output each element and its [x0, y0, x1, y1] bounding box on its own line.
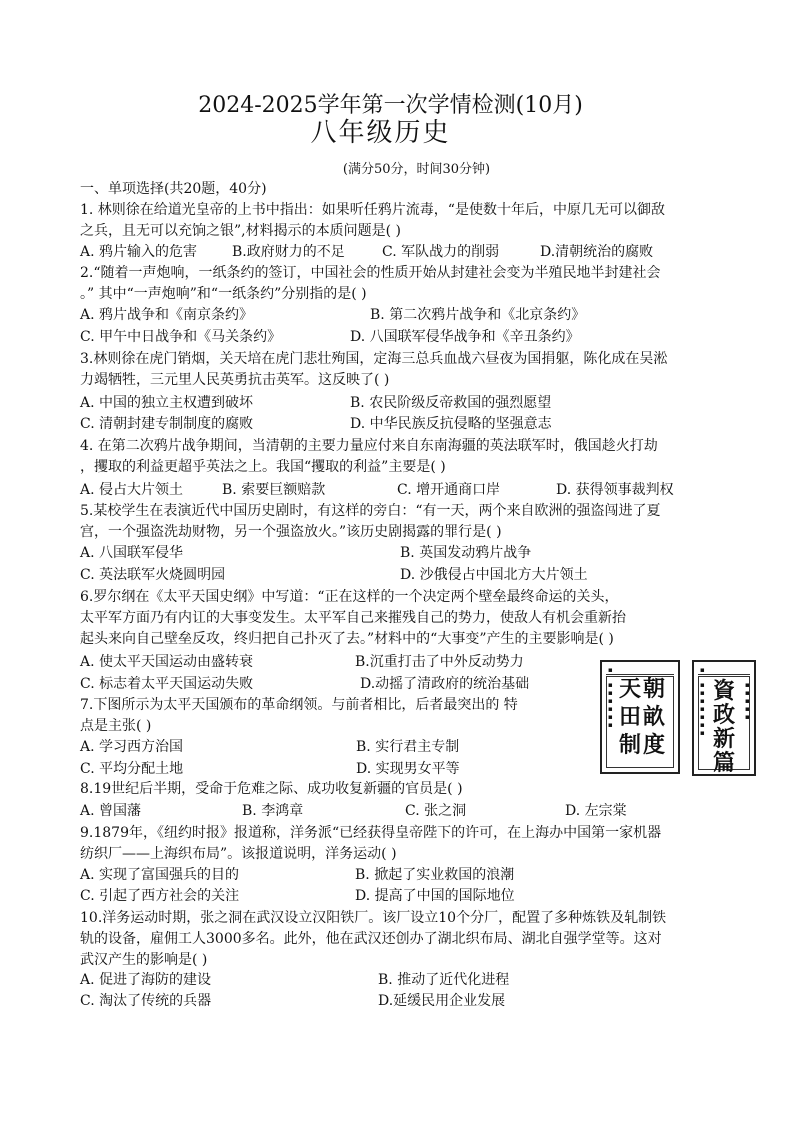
- q6-option-d: D.动摇了清政府的统治基础: [360, 676, 530, 692]
- question-5-line-1: 5.某校学生在表演近代中国历史剧时，有这样的旁白：“有一天，两个来自欧洲的强盗闯进了夏: [80, 503, 661, 519]
- q2-option-c: C. 甲午中日战争和《马关条约》: [80, 329, 282, 345]
- subject-title: 八年级历史: [310, 118, 451, 148]
- section-heading: 一、单项选择(共20题，40分): [80, 181, 267, 197]
- question-5-line-2: 宫，一个强盗洗劫财物，另一个强盗放火。”该历史剧揭露的罪行是( ): [80, 524, 502, 540]
- q3-option-b: B. 农民阶级反帝救国的强烈愿望: [350, 395, 552, 411]
- q5-option-c: C. 英法联军火烧圆明园: [80, 567, 226, 583]
- fig-right-char-4: 篇: [712, 750, 735, 776]
- question-6-line-2: 太平军方面乃有内讧的大事变发生。太平军自己来摧残自己的势力，使敌人有机会重新抬: [80, 610, 626, 626]
- q10-option-d: D.延缓民用企业发展: [378, 993, 506, 1009]
- q10-option-b: B. 推动了近代化进程: [378, 972, 510, 988]
- fig-right-char-2: 政: [712, 702, 735, 728]
- q1-option-b: B.政府财力的不足: [232, 244, 345, 260]
- q7-option-a: A. 学习西方治国: [80, 739, 184, 755]
- question-6-line-1: 6.罗尔纲在《太平天国史纲》中写道：“正在这样的一个决定两个壁垒最终命运的关头，: [80, 589, 619, 605]
- q8-option-d: D. 左宗棠: [565, 803, 627, 819]
- exam-title: 2024-2025学年第一次学情检测(10月): [198, 93, 583, 118]
- q1-option-a: A. 鸦片输入的危害: [80, 244, 198, 260]
- q2-option-b: B. 第二次鸦片战争和《北京条约》: [370, 307, 586, 323]
- question-4-line-2: ，攫取的利益更超乎英法之上。我国“攫取的利益”主要是( ): [80, 459, 446, 475]
- q7-option-d: D. 实现男女平等: [356, 761, 460, 777]
- question-2-line-1: 2.“随着一声炮响，一纸条约的签订，中国社会的性质开始从封建社会变为半殖民地半封建社会: [80, 265, 661, 281]
- zizheng-xinpian-figure: ▪ ▪▪▪▪▪▪▪ ▪▪▪▪▪ 資 政 新 篇: [692, 660, 756, 776]
- q1-option-c: C. 军队战力的削弱: [382, 244, 500, 260]
- q10-option-a: A. 促进了海防的建设: [80, 972, 212, 988]
- question-8-line-1: 8.19世纪后半期，受命于危难之际、成功收复新疆的官员是( ): [80, 781, 463, 797]
- question-2-line-2: 。” 其中“一声炮响”和“一纸条约”分别指的是( ): [80, 286, 367, 302]
- question-6-line-3: 起头来向自己壁垒反攻，终归把自己扑灭了去。”材料中的“大事变”产生的主要影响是( ): [80, 631, 614, 647]
- question-9-line-1: 9.1879年，《纽约时报》报道称，洋务派“已经获得皇帝陛下的许可，在上海办中国第一家机器: [80, 825, 662, 841]
- question-9-line-2: 纺织厂——上海织布局”。该报道说明，洋务运动( ): [80, 846, 397, 862]
- question-7-line-1: 7.下图所示为太平天国颁布的革命纲领。与前者相比，后者最突出的 特: [80, 697, 518, 713]
- fig-left-char-1: 天: [618, 676, 641, 702]
- q2-option-d: D. 八国联军侵华战争和《辛丑条约》: [350, 329, 580, 345]
- question-1-line-1: 1. 林则徐在给道光皇帝的上书中指出：如果听任鸦片流毒，“是使数十年后，中原几无可以御敌: [80, 202, 665, 218]
- q9-option-d: D. 提高了中国的国际地位: [355, 888, 515, 904]
- q8-option-c: C. 张之洞: [405, 803, 467, 819]
- q10-option-c: C. 淘汰了传统的兵器: [80, 993, 212, 1009]
- question-7-line-2: 点是主张( ): [80, 718, 152, 734]
- fig-left-char-5: 制: [618, 732, 641, 758]
- q9-option-c: C. 引起了西方社会的关注: [80, 888, 240, 904]
- question-1-line-2: 之兵，且无可以充饷之银”,材料揭示的本质问题是( ): [80, 223, 401, 239]
- fig-left-char-3: 田: [618, 704, 641, 730]
- q1-option-d: D.清朝统治的腐败: [540, 244, 654, 260]
- q5-option-d: D. 沙俄侵占中国北方大片领土: [400, 567, 588, 583]
- q4-option-c: C. 增开通商口岸: [397, 482, 501, 498]
- question-4-line-1: 4. 在第二次鸦片战争期间，当清朝的主要力量应付来自东南海疆的英法联军时，俄国趁火打劫: [80, 438, 658, 454]
- fig-right-char-3: 新: [712, 726, 735, 752]
- q7-option-b: B. 实行君主专制: [356, 739, 460, 755]
- q6-option-c: C. 标志着太平天国运动失败: [80, 676, 254, 692]
- q7-option-c: C. 平均分配土地: [80, 761, 184, 777]
- question-10-line-2: 轨的设备，雇佣工人3000多名。此外，他在武汉还创办了湖北织布局、湖北自强学堂等。这对: [80, 931, 662, 947]
- q9-option-b: B. 掀起了实业救国的浪潮: [355, 867, 515, 883]
- exam-info: (满分50分，时间30分钟): [342, 162, 491, 177]
- q3-option-a: A. 中国的独立主权遭到破坏: [80, 395, 254, 411]
- q6-option-a: A. 使太平天国运动由盛转衰: [80, 654, 254, 670]
- q3-option-d: D. 中华民族反抗侵略的坚强意志: [350, 416, 552, 432]
- q3-option-c: C. 清朝封建专制制度的腐败: [80, 416, 254, 432]
- q9-option-a: A. 实现了富国强兵的目的: [80, 867, 240, 883]
- q2-option-a: A. 鸦片战争和《南京条约》: [80, 307, 254, 323]
- q4-option-d: D. 获得领事裁判权: [556, 482, 674, 498]
- tianchao-tianmu-figure: ▪ ▪▪▪▪▪▪ 天 朝 田 畝 制 度: [600, 660, 680, 774]
- question-10-line-3: 武汉产生的影响是( ): [80, 952, 208, 968]
- question-10-line-1: 10.洋务运动时期，张之洞在武汉设立汉阳铁厂。该厂设立10个分厂，配置了多种炼铁及轧制铁: [80, 910, 667, 926]
- question-3-line-1: 3.林则徐在虎门销烟，关天培在虎门悲壮殉国，定海三总兵血战六昼夜为国捐躯，陈化成在吴淞: [80, 351, 668, 367]
- q4-option-b: B. 索要巨额赔款: [222, 482, 326, 498]
- q5-option-b: B. 英国发动鸦片战争: [400, 545, 532, 561]
- question-3-line-2: 力竭牺牲，三元里人民英勇抗击英军。这反映了( ): [80, 372, 390, 388]
- q6-option-b: B.沉重打击了中外反动势力: [355, 654, 524, 670]
- q8-option-a: A. 曾国藩: [80, 803, 142, 819]
- fig-left-char-2: 朝: [642, 676, 665, 702]
- fig-right-char-1: 資: [712, 678, 735, 704]
- q5-option-a: A. 八国联军侵华: [80, 545, 184, 561]
- q4-option-a: A. 侵占大片领土: [80, 482, 184, 498]
- q8-option-b: B. 李鸿章: [242, 803, 304, 819]
- fig-left-char-4: 畝: [642, 704, 665, 730]
- fig-left-char-6: 度: [642, 732, 665, 758]
